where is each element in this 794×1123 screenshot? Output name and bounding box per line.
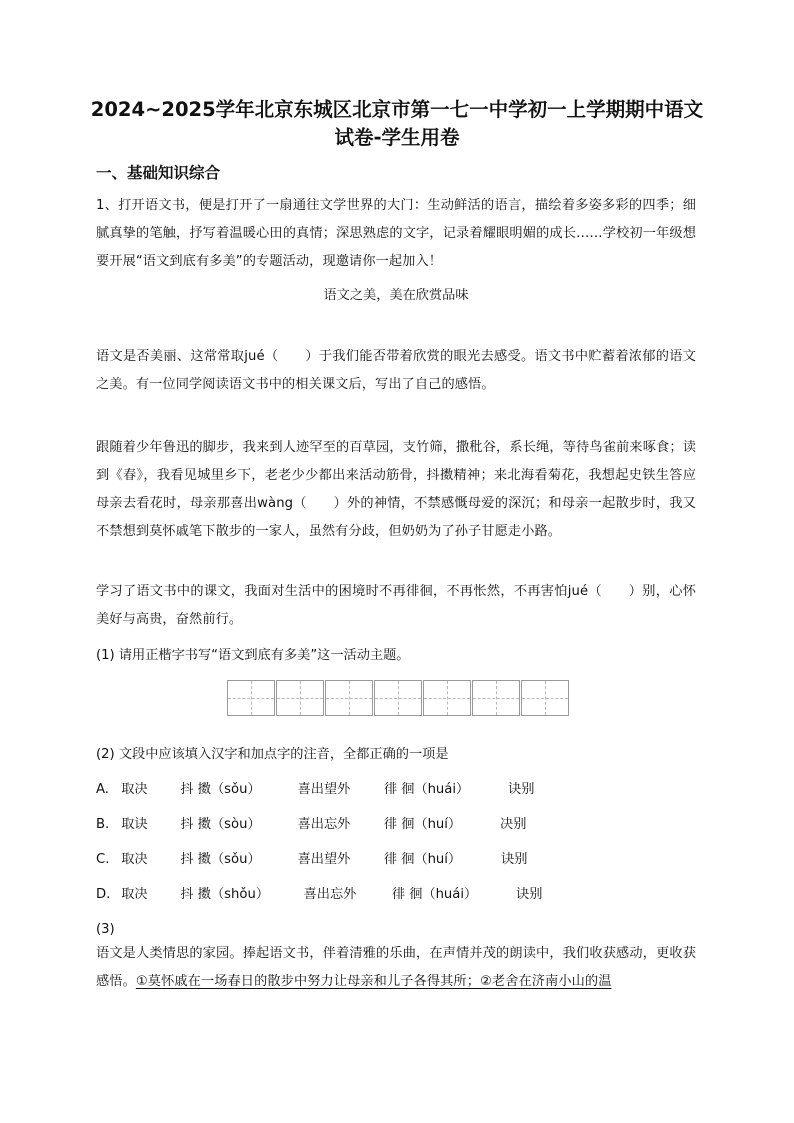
option-word-2: 抖 擞（sǒu）	[180, 782, 261, 797]
option-word-5: 诀别	[501, 852, 528, 867]
option-word-2: 抖 擞（sòu）	[180, 817, 261, 832]
sub-question-3-text	[96, 940, 696, 996]
option-word-5: 诀别	[508, 782, 535, 797]
option-word-1: 取决	[121, 852, 148, 867]
option-word-1: 取诀	[121, 817, 148, 832]
passage-paragraph-3: 学习了语文书中的课文，我面对生活中的困境时不再徘徊，不再怅然，不再害怕jué（ ）别，心怀美好与高贵，奋然前行。	[96, 584, 696, 627]
option-word-3: 喜出望外	[297, 852, 351, 867]
option-word-2: 抖 擞（sǒu）	[180, 852, 261, 867]
writing-cell[interactable]	[325, 680, 373, 716]
passage-paragraph-1: 语文是否美丽、这常常取jué（ ）于我们能否带着欣赏的眼光去感受。语文书中贮蓄着浓郁的语文之美。有一位同学阅读语文书中的相关课文后，写出了自己的感悟。	[96, 349, 696, 392]
title-line-2: 试卷-学生用卷	[334, 126, 460, 149]
writing-grid[interactable]	[227, 680, 570, 718]
option-c[interactable]	[96, 850, 527, 870]
option-letter: D.	[96, 887, 111, 902]
option-letter: C.	[96, 852, 110, 867]
writing-cell[interactable]	[521, 680, 569, 716]
option-word-3: 喜出忘外	[297, 817, 351, 832]
passage-paragraph-2: 跟随着少年鲁迅的脚步，我来到人迹罕至的百草园，支竹筛，撒秕谷，系长绳，等待鸟雀前来啄食；读到《春》，我看见城里乡下，老老少少都出来活动筋骨，抖擞精神；来北海看菊花，我想起史铁生答应母亲去看花时，母亲那喜出wàng（ ）外的神情，不禁感慨母爱的深沉；和母亲一起散步时，我又不禁想到莫怀戚笔下散步的一家人，虽然有分歧，但奶奶为了孙子甘愿走小路。	[96, 440, 696, 539]
option-word-5: 诀别	[516, 887, 543, 902]
passage-subtitle: 语文之美，美在欣赏品味	[323, 288, 469, 303]
option-word-4: 徘 徊（huí）	[383, 817, 462, 832]
option-word-4: 徘 徊（huái）	[383, 782, 470, 797]
option-word-3: 喜出忘外	[303, 887, 357, 902]
writing-cell[interactable]	[472, 680, 520, 716]
writing-cell[interactable]	[227, 680, 275, 716]
option-word-5: 决别	[500, 817, 527, 832]
writing-cell[interactable]	[276, 680, 324, 716]
sub-question-3-label: (3)	[96, 922, 115, 937]
option-letter: B.	[96, 817, 110, 832]
sub-question-1: (1) 请用正楷字书写“语文到底有多美”这一活动主题。	[96, 648, 410, 663]
title-line-1: 2024~2025学年北京东城区北京市第一七一中学初一上学期期中语文	[90, 98, 704, 121]
sub-question-2: (2) 文段中应该填入汉字和加点字的注音，全都正确的一项是	[96, 747, 449, 762]
document-title	[60, 96, 734, 152]
option-word-4: 徘 徊（huí）	[383, 852, 462, 867]
question-intro: 1、打开语文书，便是打开了一扇通往文学世界的大门：生动鲜活的语言，描绘着多姿多彩的四季；细腻真挚的笔触，抒写着温暖心田的真情；深思熟虑的文字，记录着耀眼明媚的成长……学校初一年级想要开展“语文到底有多美”的专题活动，现邀请你一起加入！	[96, 198, 696, 269]
option-b[interactable]	[96, 815, 526, 835]
option-d[interactable]	[96, 885, 542, 905]
option-word-1: 取决	[121, 782, 148, 797]
option-word-2: 抖 擞（shǒu）	[180, 887, 270, 902]
option-word-3: 喜出望外	[297, 782, 351, 797]
option-word-1: 取决	[121, 887, 148, 902]
writing-cell[interactable]	[423, 680, 471, 716]
option-a[interactable]	[96, 780, 534, 800]
q3-plain-text: 语文是人类情思的家园。捧起语文书，伴着清雅的乐曲，在声情并茂的朗读中，我们收获感动，更收获感悟。	[96, 946, 696, 989]
q3-underlined-text: ①莫怀戚在一场春日的散步中努力让母亲和儿子各得其所；②老舍在济南小山的温	[135, 974, 612, 989]
writing-cell[interactable]	[374, 680, 422, 716]
section-heading: 一、基础知识综合	[96, 164, 221, 182]
option-word-4: 徘 徊（huái）	[391, 887, 478, 902]
option-letter: A.	[96, 782, 109, 797]
